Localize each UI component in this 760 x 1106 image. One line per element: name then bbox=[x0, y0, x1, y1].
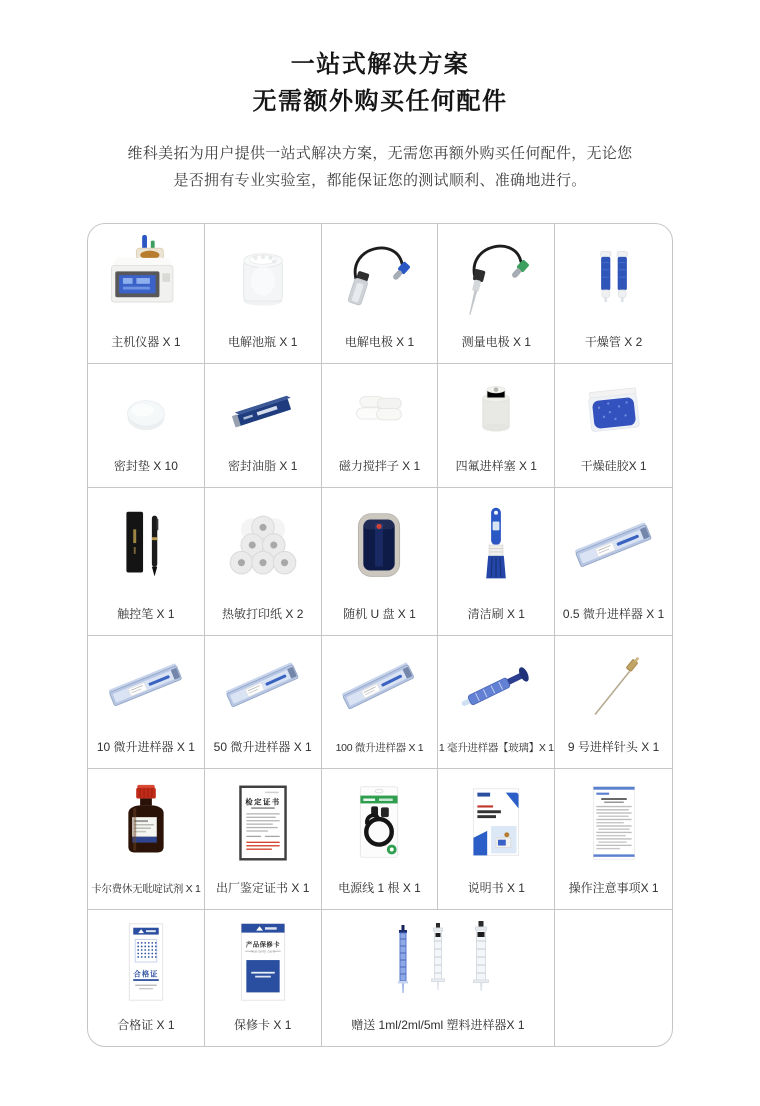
syringe-05ul-image bbox=[555, 488, 672, 605]
syringe-case-icon bbox=[96, 644, 196, 730]
certificate-title-text: 检定证书 bbox=[245, 797, 281, 807]
manual-cover-icon bbox=[447, 774, 545, 874]
table-cell bbox=[88, 364, 205, 488]
qc-card-image bbox=[88, 910, 204, 1016]
description-line1: 维科美拓为用户提供一站式解决方案，无需您再额外购买任何配件，无论您 bbox=[127, 145, 633, 162]
page-title-line2: 无需额外购买任何配件 bbox=[252, 88, 508, 115]
electrode-icon bbox=[447, 231, 545, 327]
product-label: 合格证 X 1 bbox=[117, 1018, 175, 1032]
table-cell bbox=[438, 636, 555, 769]
manual-image bbox=[438, 769, 554, 879]
table-cell bbox=[205, 488, 322, 636]
syringe-50ul-image bbox=[205, 636, 321, 738]
electrolysis-electrode-image bbox=[322, 224, 438, 333]
usb-tin-icon bbox=[330, 498, 428, 596]
operation-notes-image bbox=[555, 769, 672, 879]
product-label: 电解池瓶 X 1 bbox=[228, 335, 298, 349]
product-label: 操作注意事项X 1 bbox=[568, 881, 659, 895]
table-cell bbox=[88, 224, 205, 364]
plastic-syringes-image bbox=[322, 910, 555, 1016]
certificate-image bbox=[205, 769, 321, 879]
grease-box-icon bbox=[214, 371, 312, 451]
notes-page-icon bbox=[565, 774, 663, 874]
silica-gel-image bbox=[555, 364, 672, 457]
table-cell bbox=[205, 364, 322, 488]
product-label: 出厂鉴定证书 X 1 bbox=[216, 881, 310, 895]
table-cell bbox=[555, 364, 672, 488]
ptfe-plug-image bbox=[438, 364, 554, 457]
table-cell bbox=[205, 910, 322, 1046]
cleaning-brush-image bbox=[438, 488, 554, 605]
qc-card-title-text: 合格证 bbox=[133, 969, 159, 979]
needle-icon bbox=[565, 644, 663, 730]
seal-grease-image bbox=[205, 364, 321, 457]
accessories-table bbox=[87, 223, 673, 1047]
warranty-title-text: 产品保修卡 bbox=[245, 941, 280, 949]
syringe-case-icon bbox=[329, 645, 429, 731]
table-cell bbox=[205, 636, 322, 769]
main-instrument-image bbox=[88, 224, 204, 333]
warranty-card-image bbox=[205, 910, 321, 1016]
brush-icon bbox=[447, 497, 545, 597]
syringe-case-icon bbox=[213, 644, 313, 730]
warranty-card-icon bbox=[214, 913, 312, 1013]
electrolytic-cell-bottle-image bbox=[205, 224, 321, 333]
product-label: 0.5 微升进样器 X 1 bbox=[562, 607, 665, 621]
syringe-5ml bbox=[473, 921, 488, 991]
product-label: 磁力搅拌子 X 1 bbox=[338, 459, 421, 473]
product-label: 主机仪器 X 1 bbox=[111, 335, 181, 349]
product-label: 100 微升进样器 X 1 bbox=[335, 742, 424, 754]
product-label: 干燥硅胶X 1 bbox=[580, 459, 647, 473]
qc-card-icon bbox=[97, 913, 195, 1013]
syringe-10ul-image bbox=[88, 636, 204, 738]
power-cable-icon bbox=[330, 774, 428, 874]
product-label: 密封垫 X 10 bbox=[113, 459, 178, 473]
product-label: 密封油脂 X 1 bbox=[228, 459, 298, 473]
measuring-electrode-image bbox=[438, 224, 554, 333]
stir-bars-icon bbox=[330, 371, 428, 451]
seal-gasket-image bbox=[88, 364, 204, 457]
product-label: 测量电极 X 1 bbox=[461, 335, 531, 349]
product-label: 卡尔费休无吡啶试剂 X 1 bbox=[91, 883, 201, 895]
stylus-icon bbox=[97, 497, 195, 597]
empty-cell bbox=[555, 910, 672, 1046]
table-cell bbox=[322, 364, 439, 488]
table-cell bbox=[438, 488, 555, 636]
product-label: 四氟进样塞 X 1 bbox=[455, 459, 537, 473]
product-label: 1 毫升进样器【玻璃】X 1 bbox=[438, 742, 554, 754]
table-cell bbox=[555, 488, 672, 636]
certificate-icon bbox=[214, 774, 312, 874]
gasket-icon bbox=[97, 371, 195, 451]
syringe-2ml bbox=[431, 923, 444, 990]
power-cable-image bbox=[322, 769, 438, 879]
product-label: 清洁刷 X 1 bbox=[467, 607, 525, 621]
table-cell bbox=[555, 769, 672, 910]
bottle-icon bbox=[214, 233, 312, 325]
electrode-icon bbox=[330, 231, 428, 327]
usb-drive-image bbox=[322, 488, 438, 605]
table-cell bbox=[555, 636, 672, 769]
table-cell bbox=[438, 769, 555, 910]
page-title-line1: 一站式解决方案 bbox=[290, 51, 470, 78]
product-label: 保修卡 X 1 bbox=[234, 1018, 292, 1032]
table-cell bbox=[555, 224, 672, 364]
stir-bar-image bbox=[322, 364, 438, 457]
table-cell bbox=[88, 769, 205, 910]
table-cell bbox=[205, 769, 322, 910]
glass-syringe-icon bbox=[446, 645, 546, 731]
product-label: 50 微升进样器 X 1 bbox=[213, 740, 312, 754]
product-label: 赠送 1ml/2ml/5ml 塑料进样器X 1 bbox=[351, 1018, 525, 1032]
product-label: 说明书 X 1 bbox=[467, 881, 525, 895]
stylus-image bbox=[88, 488, 204, 605]
three-syringes-icon bbox=[328, 913, 548, 1013]
table-cell-merged bbox=[322, 910, 556, 1046]
product-label: 10 微升进样器 X 1 bbox=[96, 740, 195, 754]
product-label: 触控笔 X 1 bbox=[117, 607, 175, 621]
needle-image bbox=[555, 636, 672, 738]
page-description bbox=[0, 140, 760, 194]
product-label: 干燥管 X 2 bbox=[584, 335, 643, 349]
drying-tube-image bbox=[555, 224, 672, 333]
syringe-1ml bbox=[398, 925, 408, 993]
product-label: 9 号进样针头 X 1 bbox=[567, 740, 660, 754]
description-line2: 是否拥有专业实验室，都能保证您的测试顺利、准确地进行。 bbox=[173, 172, 587, 189]
table-cell bbox=[322, 488, 439, 636]
titrator-icon bbox=[97, 231, 195, 327]
table-cell bbox=[88, 636, 205, 769]
warranty-subtitle-text: warranty card bbox=[250, 948, 275, 954]
ptfe-plug-icon bbox=[447, 370, 545, 452]
syringe-1ml-glass-image bbox=[438, 636, 554, 740]
page-header bbox=[0, 0, 760, 194]
product-label: 电解电极 X 1 bbox=[344, 335, 415, 349]
reagent-bottle-icon bbox=[97, 775, 195, 875]
product-label: 电源线 1 根 X 1 bbox=[338, 881, 421, 895]
paper-rolls-icon bbox=[214, 498, 312, 596]
reagent-bottle-image bbox=[88, 769, 204, 881]
syringe-100ul-image bbox=[322, 636, 438, 740]
table-cell bbox=[322, 769, 439, 910]
table-cell bbox=[205, 224, 322, 364]
syringe-case-icon bbox=[564, 502, 664, 592]
table-cell bbox=[438, 364, 555, 488]
table-cell bbox=[438, 224, 555, 364]
table-cell bbox=[88, 488, 205, 636]
product-label: 热敏打印纸 X 2 bbox=[222, 607, 304, 621]
thermal-paper-image bbox=[205, 488, 321, 605]
table-cell bbox=[88, 910, 205, 1046]
silica-gel-bag-icon bbox=[565, 371, 663, 451]
table-cell bbox=[322, 224, 439, 364]
table-cell bbox=[322, 636, 439, 769]
drying-tubes-icon bbox=[565, 233, 663, 325]
product-label: 随机 U 盘 X 1 bbox=[343, 607, 416, 621]
